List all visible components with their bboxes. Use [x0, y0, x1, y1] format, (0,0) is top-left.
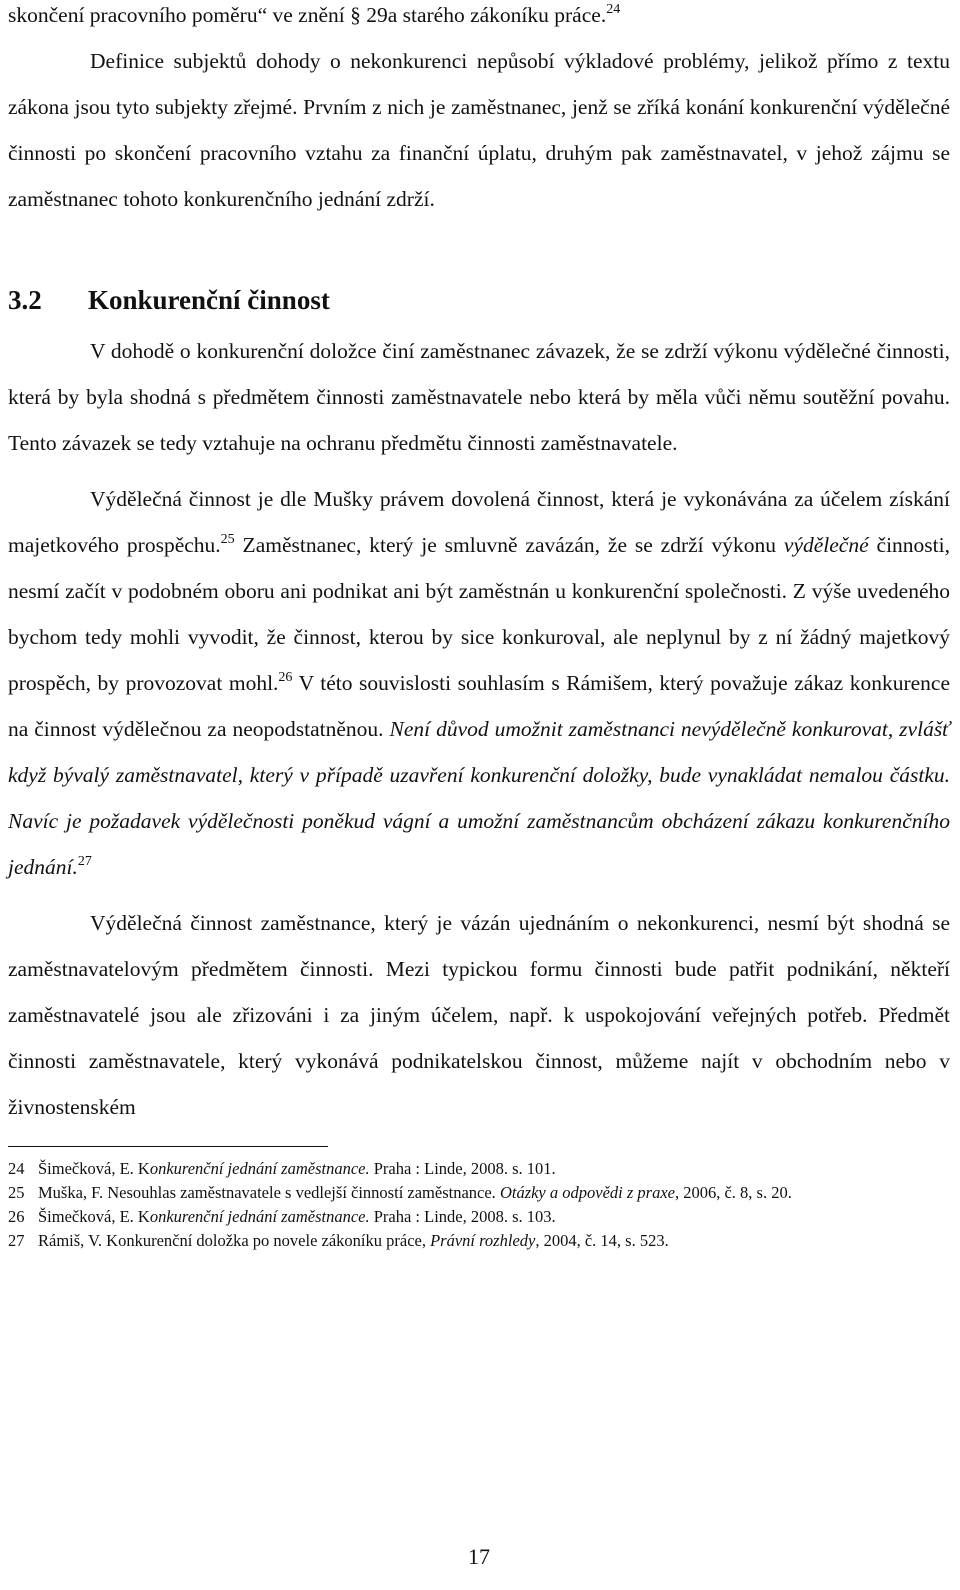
- section-number: 3.2: [8, 285, 42, 315]
- footnote-24: 24 Šimečková, E. Konkurenční jednání zaměstnance. Praha : Linde, 2008. s. 101.: [8, 1159, 556, 1178]
- footnote-ref-26[interactable]: 26: [278, 670, 293, 685]
- paragraph-business-activity: Výdělečná činnost zaměstnance, který je vázán ujednáním o nekonkurenci, nesmí být shodná se zaměstnavatelovým předmětem činnosti. Mezi typickou formu činnosti bude patřit podnikání, někteří zaměstnavatelé jsou ale zřizováni i za jiným účelem, např. k uspokojování veřejných potřeb. Předmět činnosti zaměstnavatele, který vykonává podnikatelskou činnost, můžeme najít v obchodním nebo v živnostenském: [8, 911, 950, 1119]
- paragraph-competitive-clause: V dohodě o konkurenční doložce činí zaměstnanec závazek, že se zdrží výkonu výdělečné činnosti, která by byla shodná s předmětem činnosti zaměstnavatele nebo která by měla vůči němu soutěžní povahu. Tento závazek se tedy vztahuje na ochranu předmětu činnosti zaměstnavatele.: [8, 339, 950, 455]
- footnote-separator: [8, 1146, 328, 1147]
- paragraph-subjects: Definice subjektů dohody o nekonkurenci nepůsobí výkladové problémy, jelikož přímo z textu zákona jsou tyto subjekty zřejmé. Prvním z nich je zaměstnanec, jenž se zříká konání konkurenční výdělečné činnosti po skončení pracovního vztahu za finanční úplatu, druhým pak zaměstnavatel, v jehož zájmu se zaměstnanec tohoto konkurenčního jednání zdrží.: [8, 49, 950, 211]
- footnote-ref-24[interactable]: 24: [606, 2, 621, 17]
- section-heading: [8, 276, 950, 324]
- footnote-ref-25[interactable]: 25: [220, 532, 235, 547]
- page-number: 17: [468, 1544, 490, 1569]
- footnote-25: 25 Muška, F. Nesouhlas zaměstnavatele s vedlejší činností zaměstnance. Otázky a odpovědi z praxe, 2006, č. 8, s. 20.: [8, 1183, 792, 1202]
- document-page: [8, 0, 950, 1590]
- footnote-26: 26 Šimečková, E. Konkurenční jednání zaměstnance. Praha : Linde, 2008. s. 103.: [8, 1207, 556, 1226]
- section-title: Konkurenční činnost: [88, 285, 330, 315]
- paragraph-continuation: skončení pracovního poměru“ ve znění § 29a starého zákoníku práce.$^{24}$: [8, 2, 621, 27]
- footnote-27: 27 Rámiš, V. Konkurenční doložka po novele zákoníku práce, Právní rozhledy, 2004, č. 14, s. 523.: [8, 1231, 669, 1250]
- footnote-ref-27[interactable]: 27: [77, 854, 92, 869]
- paragraph-gainful-activity: Výdělečná činnost je dle Mušky právem dovolená činnost, která je vykonávána za účelem získání majetkového prospěchu.$^{25}$ Zaměstnanec, který je smluvně zavázán, že se zdrží výkonu výdělečné činnosti, nesmí začít v podobném oboru ani podnikat ani být zaměstnán u konkurenční společnosti. Z výše uvedeného bychom tedy mohli vyvodit, že činnost, kterou by sice konkuroval, ale neplynul by z ní žádný majetkový prospěch, by provozovat mohl.$^{26}$ V této souvislosti souhlasím s Rámišem, který považuje zákaz konkurence na činnost výdělečnou za neopodstatněnou. Není důvod umožnit zaměstnanci nevýdělečně konkurovat, zvlášť když bývalý zaměstnavatel, který v případě uzavření konkurenční doložky, bude vynakládat nemalou částku. Navíc je požadavek výdělečnosti poněkud vágní a umožní zaměstnancům obcházení zákazu konkurenčního jednání.$^{27}$: [8, 487, 951, 879]
